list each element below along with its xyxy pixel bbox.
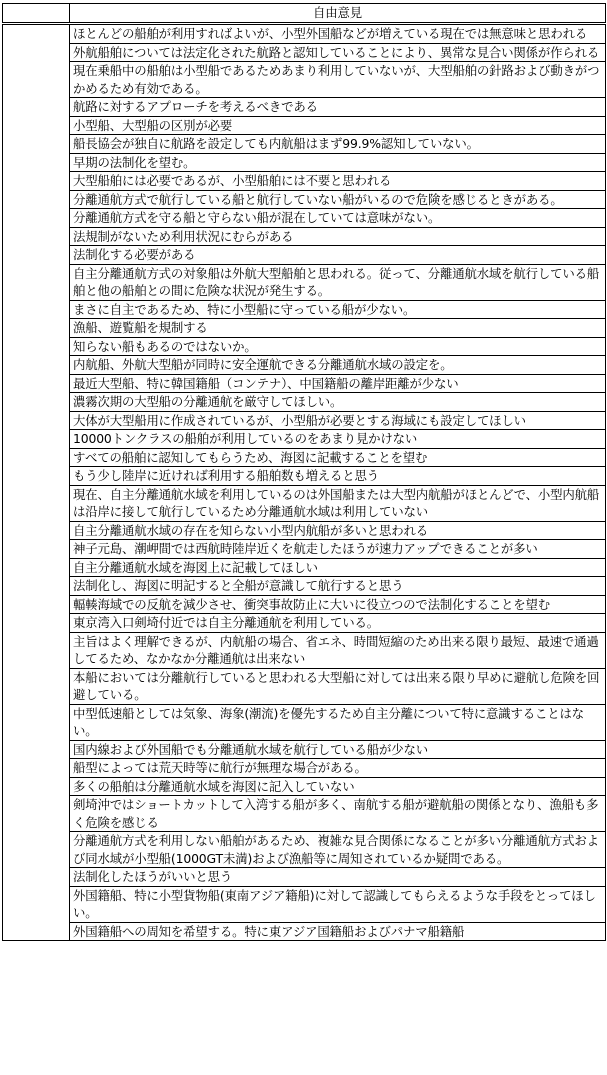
opinion-cell: もう少し陸岸に近ければ利用する船舶数も増えると思う [70, 467, 606, 486]
opinion-cell: 法規制がないため利用状況にむらがある [70, 227, 606, 246]
opinion-cell: 分離通航方式で航行している船と航行していない船がいるので危険を感じるときがある。 [70, 190, 606, 209]
table-row [3, 558, 606, 577]
opinion-cell: 中型低速船としては気象、海象(潮流)を優先するため自主分離について特に意識することはない。 [70, 704, 606, 740]
table-row [3, 24, 606, 44]
table-row [3, 868, 606, 887]
table-row [3, 300, 606, 319]
table-row [3, 577, 606, 596]
opinion-cell: 濃霧次期の大型船の分離通航を厳守してほしい。 [70, 393, 606, 412]
table-row [3, 374, 606, 393]
table-row [3, 227, 606, 246]
table-row [3, 668, 606, 704]
table-row [3, 246, 606, 265]
table-row [3, 153, 606, 172]
opinion-cell: 漁船、遊覧船を規制する [70, 319, 606, 338]
opinion-cell: 東京湾入口剣埼付近では自主分離通航を利用している。 [70, 614, 606, 633]
opinion-cell: 現在、自主分離通航水域を利用しているのは外国船または大型内航船がほとんどで、小型内航船は沿岸に接して航行しているため分離通航水域は利用していない [70, 485, 606, 521]
table-row [3, 264, 606, 300]
opinion-cell: 早期の法制化を望む。 [70, 153, 606, 172]
table-row [3, 135, 606, 154]
opinion-cell: 船長協会が独自に航路を設定しても内航船はまず99.9%認知していない。 [70, 135, 606, 154]
table-row [3, 448, 606, 467]
opinion-cell: 知らない船もあるのではないか。 [70, 337, 606, 356]
opinion-cell: まさに自主であるため、特に小型船に守っている船が少ない。 [70, 300, 606, 319]
opinion-cell: 船型によっては荒天時等に航行が無理な場合がある。 [70, 759, 606, 778]
table-row [3, 632, 606, 668]
opinion-cell: 自主分離通航水域の存在を知らない小型内航船が多いと思われる [70, 521, 606, 540]
table-row [3, 190, 606, 209]
table-row [3, 595, 606, 614]
opinion-cell: 法制化する必要がある [70, 246, 606, 265]
table-row [3, 356, 606, 375]
opinion-cell: 自主分離通航方式の対象船は外航大型船舶と思われる。従って、分離通航水域を航行している船舶と他の船舶との間に危険な状況が発生する。 [70, 264, 606, 300]
column-header-free-opinions: 自由意見 [70, 4, 606, 24]
table-row [3, 832, 606, 868]
table-row [3, 704, 606, 740]
opinion-cell: 本船においては分離航行していると思われる大型船に対しては出来る限り早めに避航し危険を回避している。 [70, 668, 606, 704]
table-row [3, 614, 606, 633]
table-row [3, 922, 606, 941]
table-row [3, 430, 606, 449]
opinion-cell: 神子元島、潮岬間では西航時陸岸近くを航走したほうが速力アップできることが多い [70, 540, 606, 559]
opinion-cell: 航路に対するアプローチを考えるべきである [70, 98, 606, 117]
table-row [3, 886, 606, 922]
opinion-cell: 10000トンクラスの船舶が利用しているのをあまり見かけない [70, 430, 606, 449]
opinion-cell: 剣埼沖ではショートカットして入湾する船が多く、南航する船が避航船の関係となり、漁船も多く危険を感じる [70, 796, 606, 832]
opinion-cell: 法制化し、海図に明記すると全船が意識して航行すると思う [70, 577, 606, 596]
table-row [3, 319, 606, 338]
opinion-cell: 国内線および外国船でも分離通航水域を航行している船が少ない [70, 740, 606, 759]
opinion-cell: 現在乗船中の船舶は小型船であるためあまり利用していないが、大型船舶の針路および動きがつかめるため有効である。 [70, 62, 606, 98]
table-row [3, 116, 606, 135]
category-cell [3, 24, 70, 941]
table-row [3, 62, 606, 98]
table-row [3, 98, 606, 117]
opinion-cell: 小型船、大型船の区別が必要 [70, 116, 606, 135]
table-row [3, 337, 606, 356]
table-row [3, 43, 606, 62]
opinion-cell: ほとんどの船舶が利用すればよいが、小型外国船などが増えている現在では無意味と思われる [70, 24, 606, 44]
table-row [3, 540, 606, 559]
table-row [3, 777, 606, 796]
opinion-cell: 外国籍船への周知を希望する。特に東アジア国籍船およびパナマ船籍船 [70, 922, 606, 941]
table-row [3, 759, 606, 778]
blank-header-cell [3, 4, 70, 24]
table-row [3, 796, 606, 832]
opinion-cell: 輻輳海域での反航を減少させ、衝突事故防止に大いに役立つので法制化することを望む [70, 595, 606, 614]
table-row [3, 209, 606, 228]
opinion-cell: 主旨はよく理解できるが、内航船の場合、省エネ、時間短縮のため出来る限り最短、最速で通過してるため、なかなか分離通航は出来ない [70, 632, 606, 668]
table-row [3, 393, 606, 412]
opinion-cell: 分離通航方式を守る船と守らない船が混在していては意味がない。 [70, 209, 606, 228]
opinions-table [2, 3, 606, 941]
opinion-cell: 最近大型船、特に韓国籍船（コンテナ）、中国籍船の離岸距離が少ない [70, 374, 606, 393]
opinion-cell: 自主分離通航水域を海図上に記載してほしい [70, 558, 606, 577]
table-row [3, 521, 606, 540]
table-row [3, 172, 606, 191]
table-row [3, 485, 606, 521]
opinion-cell: 分離通航方式を利用しない船舶があるため、複雑な見合関係になることが多い分離通航方式および同水域が小型船(1000GT未満)および漁船等に周知されているか疑問である。 [70, 832, 606, 868]
opinion-cell: 内航船、外航大型船が同時に安全運航できる分離通航水域の設定を。 [70, 356, 606, 375]
opinion-cell: 大体が大型船用に作成されているが、小型船が必要とする海域にも設定してほしい [70, 411, 606, 430]
table-row [3, 411, 606, 430]
table-row [3, 467, 606, 486]
opinion-cell: 多くの船舶は分離通航水域を海図に記入していない [70, 777, 606, 796]
opinion-cell: すべての船舶に認知してもらうため、海図に記載することを望む [70, 448, 606, 467]
opinion-cell: 法制化したほうがいいと思う [70, 868, 606, 887]
opinion-cell: 外国籍船、特に小型貨物船(東南アジア籍船)に対して認識してもらえるような手段をとってほしい。 [70, 886, 606, 922]
opinion-cell: 大型船舶には必要であるが、小型船舶には不要と思われる [70, 172, 606, 191]
table-row [3, 740, 606, 759]
opinion-cell: 外航船舶については法定化された航路と認知していることにより、異常な見合い関係が作られる [70, 43, 606, 62]
header-row [3, 4, 606, 24]
